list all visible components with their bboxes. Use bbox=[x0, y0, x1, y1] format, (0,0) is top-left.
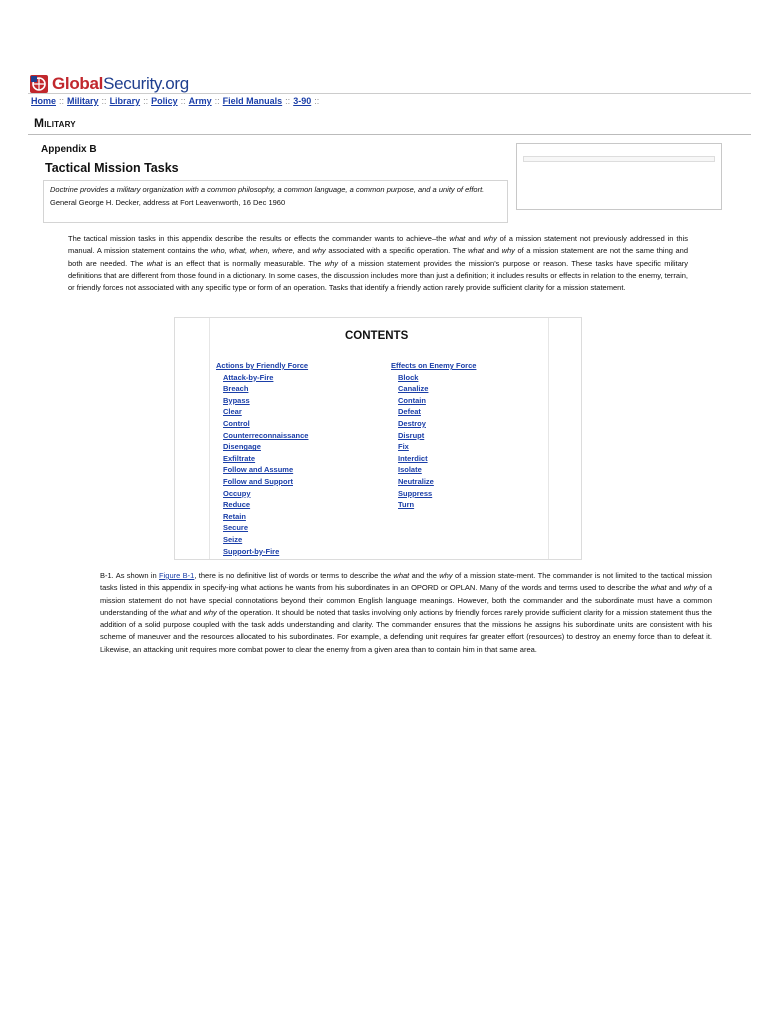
contents-title: CONTENTS bbox=[345, 330, 409, 342]
italic-term: why bbox=[324, 258, 338, 268]
effect-isolate-link[interactable]: Isolate bbox=[398, 465, 422, 475]
breadcrumb-separator: :: bbox=[214, 96, 220, 106]
italic-term: what bbox=[449, 234, 466, 243]
text-run: and bbox=[465, 234, 484, 243]
breadcrumb-separator: :: bbox=[59, 96, 65, 106]
text-run: and bbox=[483, 246, 502, 256]
task-support-by-fire-link[interactable]: Support-by-Fire bbox=[223, 546, 280, 556]
task-follow-and-assume-link[interactable]: Follow and Assume bbox=[223, 465, 294, 475]
text-run: The tactical mission tasks in this appendix describe the results or effects the commander wants to achieve–the bbox=[68, 234, 450, 243]
paragraph-b1 bbox=[100, 570, 712, 656]
figure-link[interactable]: Figure B-1 bbox=[159, 571, 195, 580]
italic-term: why bbox=[439, 571, 453, 580]
side-panel bbox=[516, 143, 722, 210]
breadcrumb-separator: :: bbox=[285, 96, 291, 106]
text-run: , there is no definitive list of words or terms to describe the bbox=[194, 571, 394, 580]
breadcrumb-link[interactable]: Army bbox=[188, 96, 212, 106]
breadcrumb-link[interactable]: 3-90 bbox=[293, 96, 312, 106]
appendix-label: Appendix B bbox=[41, 144, 97, 155]
task-secure-link[interactable]: Secure bbox=[223, 523, 249, 533]
italic-term: what bbox=[393, 571, 410, 580]
text-run: and bbox=[294, 246, 313, 256]
task-disengage-link[interactable]: Disengage bbox=[223, 442, 261, 452]
italic-term: who, what, when, where, bbox=[210, 246, 295, 256]
epigraph-source: General George H. Decker, address at Fort Leavenworth, 16 Dec 1960 bbox=[50, 198, 286, 207]
breadcrumb-link[interactable]: Library bbox=[109, 96, 141, 106]
effect-neutralize-link[interactable]: Neutralize bbox=[398, 476, 434, 486]
italic-term: what bbox=[170, 607, 187, 617]
effect-disrupt-link[interactable]: Disrupt bbox=[398, 430, 425, 440]
italic-term: why bbox=[203, 607, 217, 617]
italic-term: why bbox=[683, 583, 697, 593]
italic-term: why bbox=[312, 246, 326, 256]
friendly-force-heading-link[interactable]: Actions by Friendly Force bbox=[216, 361, 309, 370]
italic-term: what bbox=[650, 583, 667, 593]
breadcrumb-link[interactable]: Home bbox=[31, 96, 57, 106]
page-title: Tactical Mission Tasks bbox=[45, 161, 179, 175]
task-counterreconnaissance-link[interactable]: Counterreconnaissance bbox=[223, 430, 309, 440]
task-control-link[interactable]: Control bbox=[223, 418, 250, 428]
intro-paragraph bbox=[68, 233, 688, 294]
text-run: of a mission statement not previously addressed in this manual. A mission statement contains the bbox=[68, 234, 688, 256]
text-run: and the bbox=[409, 571, 440, 580]
task-exfiltrate-link[interactable]: Exfiltrate bbox=[223, 453, 256, 463]
text-run: B-1. As shown in bbox=[100, 571, 160, 580]
text-run: and bbox=[186, 607, 204, 617]
text-run: of a mission statement are not the same thing and both are needed. The bbox=[68, 246, 688, 268]
effect-contain-link[interactable]: Contain bbox=[398, 395, 426, 405]
section-heading: Military bbox=[34, 116, 76, 130]
breadcrumb-separator: :: bbox=[180, 96, 186, 106]
task-clear-link[interactable]: Clear bbox=[223, 407, 242, 417]
effect-canalize-link[interactable]: Canalize bbox=[398, 384, 429, 394]
breadcrumb-link[interactable]: Policy bbox=[151, 96, 178, 106]
epigraph-box bbox=[43, 180, 508, 223]
globe-logo-icon bbox=[30, 75, 48, 93]
enemy-force-heading-link[interactable]: Effects on Enemy Force bbox=[391, 361, 477, 370]
effect-turn-link[interactable]: Turn bbox=[398, 500, 415, 510]
breadcrumb-separator: :: bbox=[101, 96, 107, 106]
text-run: and bbox=[666, 583, 684, 593]
text-run: associated with a specific operation. The bbox=[325, 246, 469, 256]
italic-term: why bbox=[483, 234, 497, 243]
text-run: of the operation. It should be noted that tasks involving only actions by friendly forces rarely provide sufficient clarity for a mission statement thus the addition of a solid purpose coupled with the task adds understanding and clarity. The commander ensures that the missions he assigns his subordinate units are consistent with his scheme of maneuver and the resources allocated to his subordinates. For example, a defending unit requires far greater effort (resources) to destroy an enemy force than to defeat it. Likewise, an attacking unit requires more combat power to clear the enemy from a given area than to contain him in that same area. bbox=[100, 607, 712, 654]
italic-term: what bbox=[468, 246, 484, 256]
header-divider bbox=[28, 93, 751, 94]
effect-defeat-link[interactable]: Defeat bbox=[398, 407, 421, 417]
task-seize-link[interactable]: Seize bbox=[223, 534, 243, 544]
task-attack-by-fire-link[interactable]: Attack-by-Fire bbox=[223, 372, 274, 382]
task-follow-and-support-link[interactable]: Follow and Support bbox=[223, 476, 293, 486]
text-run: of a mission state-ment. The commander is not limited to the tactical mission tasks listed in this appendix in specify-ing what actions he wants from his subordinates in an OPORD or OPLAN. Many of the words and terms used to describe the bbox=[100, 571, 712, 593]
epigraph-quote: Doctrine provides a military organization with a common philosophy, a common language, a common purpose, and a unity of effort. bbox=[50, 185, 485, 194]
breadcrumb-link[interactable]: Military bbox=[67, 96, 99, 106]
effect-destroy-link[interactable]: Destroy bbox=[398, 418, 426, 428]
breadcrumb bbox=[31, 96, 322, 106]
logo-text: GlobalSecurity.org bbox=[52, 74, 189, 93]
italic-term: why bbox=[501, 246, 515, 256]
side-panel-bar bbox=[523, 156, 715, 162]
effect-suppress-link[interactable]: Suppress bbox=[398, 488, 433, 498]
effect-block-link[interactable]: Block bbox=[398, 372, 419, 382]
task-occupy-link[interactable]: Occupy bbox=[223, 488, 251, 498]
italic-term: what bbox=[146, 258, 163, 268]
task-retain-link[interactable]: Retain bbox=[223, 511, 246, 521]
text-run: of a mission statement do not have special connotations beyond their common English language meanings. However, both the commander and the subordinate must have a common understanding of the bbox=[100, 583, 712, 617]
contents-box bbox=[174, 317, 582, 560]
breadcrumb-link[interactable]: Field Manuals bbox=[222, 96, 283, 106]
text-run: is an effect that is normally measurable. The bbox=[162, 258, 325, 268]
friendly-force-column bbox=[216, 360, 308, 557]
effect-interdict-link[interactable]: Interdict bbox=[398, 453, 428, 463]
section-divider bbox=[28, 134, 751, 135]
site-logo[interactable] bbox=[30, 73, 189, 95]
task-reduce-link[interactable]: Reduce bbox=[223, 500, 251, 510]
breadcrumb-separator: :: bbox=[314, 96, 320, 106]
text-run: of a mission statement provides the mission's purpose or reason. These tasks have specific military definitions that are different from those found in a dictionary. In some cases, the discussion includes more than just a definition; it includes results or effects in relation to the enemy, terrain, or friendly forces not associated with any specific type or form of an operation. Tasks that identify a friendly action rarely provide sufficient clarity for a mission statement. bbox=[68, 258, 688, 293]
breadcrumb-separator: :: bbox=[143, 96, 149, 106]
effect-fix-link[interactable]: Fix bbox=[398, 442, 409, 452]
task-bypass-link[interactable]: Bypass bbox=[223, 395, 250, 405]
enemy-force-column bbox=[391, 360, 476, 511]
task-breach-link[interactable]: Breach bbox=[223, 384, 249, 394]
